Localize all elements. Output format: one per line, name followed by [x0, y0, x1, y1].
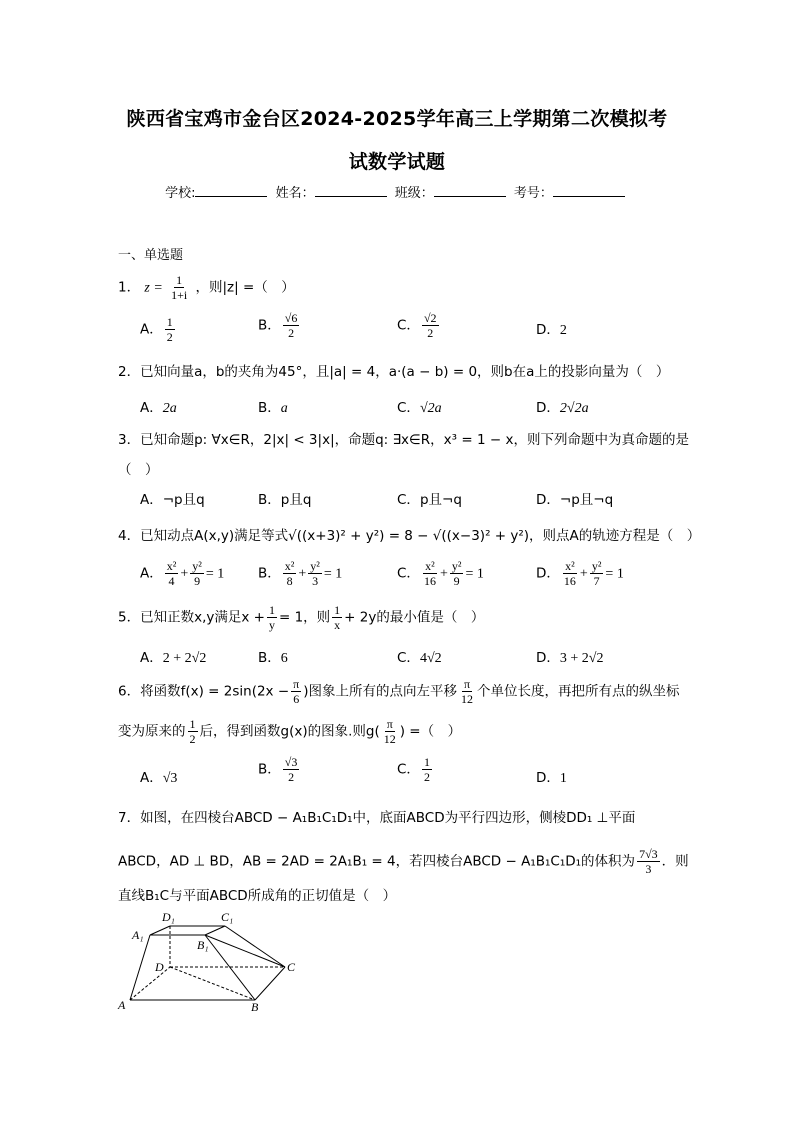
question-stem: + 2y的最小值是（ ） [344, 609, 485, 626]
edge-a1d1 [150, 926, 170, 935]
question-stem: ) =（ ） [399, 723, 462, 740]
school-blank[interactable] [195, 184, 267, 197]
edge-bc [255, 967, 285, 1000]
question-stem: 已知动点A(x,y)满足等式√((x+3)² + y²) = 8 − √((x−3)² + y²)，则点A的轨迹方程是（ ） [140, 528, 701, 544]
edge-aa1 [130, 935, 150, 1000]
page-title-line-2: 试数学试题 [348, 151, 446, 173]
question-stem: 已知向量a，b的夹角为45°，且|a| = 4，a·(a − b) = 0，则b在a上的投影向量为（ ） [140, 364, 670, 380]
question-3 [118, 428, 689, 448]
option-4c[interactable]: C． $\frac{\text{x²}}{16}$ + $\frac{\text{y²}}{9}$ = 1 [397, 559, 484, 588]
label-d1: D₁ [162, 910, 175, 924]
fraction: $\frac{\pi}{12}$ [383, 717, 396, 746]
fraction: $\frac{\pi}{6}$ [293, 677, 300, 706]
question-stem: )图象上所有的点向左平移 [303, 683, 457, 700]
label-a1: A₁ [132, 928, 144, 942]
fraction: $\frac{7√3}{3}$ [639, 847, 658, 876]
question-stem: ，则|z| =（ ） [195, 279, 295, 296]
label-a: A [118, 998, 126, 1012]
option-1d[interactable]: D．2 [536, 322, 567, 338]
edge-ad [130, 967, 170, 1000]
option-3a[interactable]: A．¬p且q [140, 492, 205, 508]
question-3-line-2: （ ） [118, 462, 159, 478]
question-number: 6． [118, 683, 141, 700]
student-info-line [0, 182, 794, 201]
question-stem: 已知命题p: ∀x∈R，2|x| < 3|x|，命题q: ∃x∈R，x³ = 1 − x，则下列命题中为真命题的是 [140, 432, 689, 448]
option-6d[interactable]: D．1 [536, 770, 567, 786]
name-label: 姓名： [275, 186, 315, 201]
question-6-line-2 [118, 718, 461, 745]
question-7-line-3: 直线B₁C与平面ABCD所成角的正切值是（ ） [118, 888, 397, 904]
question-number: 2． [118, 364, 141, 380]
question-stem: ABCD，AD ⊥ BD，AB = 2AD = 2A₁B₁ = 4，若四棱台ABCD − A₁B₁C₁D₁的体积为 [118, 853, 636, 870]
question-stem: 个单位长度，再把所有点的纵坐标 [477, 683, 680, 700]
option-2c[interactable]: C．√2a [397, 400, 442, 416]
option-4d[interactable]: D． $\frac{\text{x²}}{16}$ + $\frac{\text{y²}}{7}$ = 1 [536, 559, 624, 588]
question-number: 5． [118, 609, 141, 626]
math-text: z = [144, 280, 163, 296]
option-4a[interactable]: A． $\frac{\text{x²}}{4}$ + $\frac{\text{y²}}{9}$ = 1 [140, 559, 225, 588]
option-4b[interactable]: B． $\frac{\text{x²}}{8}$ + $\frac{\text{y²}}{3}$ = 1 [258, 559, 343, 588]
option-3d[interactable]: D．¬p且¬q [536, 492, 614, 508]
question-5 [118, 604, 484, 631]
option-1b[interactable]: B． $\frac{√6}{2}$ [258, 311, 298, 340]
option-5c[interactable]: C．4√2 [397, 650, 442, 666]
edge-c1b1 [205, 926, 225, 935]
fraction: $\frac{1}{y}$ [268, 603, 275, 632]
question-2 [118, 360, 669, 380]
option-6a[interactable]: A．√3 [140, 770, 178, 786]
question-stem: 变为原来的 [118, 723, 186, 740]
option-2a[interactable]: A．2a [140, 400, 177, 416]
question-7 [118, 806, 635, 826]
question-1 [118, 274, 295, 301]
question-stem: 已知正数x,y满足x + [140, 609, 265, 626]
option-6b[interactable]: B． $\frac{√3}{2}$ [258, 755, 298, 784]
option-1a[interactable]: A． $\frac{1}{2}$ [140, 315, 173, 344]
exam-no-label: 考号： [513, 186, 553, 201]
option-1c[interactable]: C． $\frac{√2}{2}$ [397, 311, 437, 340]
option-5a[interactable]: A．2 + 2√2 [140, 650, 207, 666]
option-3b[interactable]: B．p且q [258, 492, 312, 508]
question-stem: 后，得到函数g(x)的图象.则g( [199, 723, 380, 740]
option-5d[interactable]: D．3 + 2√2 [536, 650, 604, 666]
question-number: 1． [118, 279, 141, 296]
question-number: 7． [118, 810, 141, 826]
option-2d[interactable]: D．2√2a [536, 400, 589, 416]
option-2b[interactable]: B．a [258, 400, 288, 416]
question-4 [118, 524, 700, 544]
exam-no-blank[interactable] [553, 184, 625, 197]
question-stem: 将函数f(x) = 2sin(2x − [140, 683, 290, 700]
page-title-line-1: 陕西省宝鸡市金台区2024-2025学年高三上学期第二次模拟考 [126, 108, 668, 130]
frustum-diagram [110, 905, 310, 1015]
question-7-line-2 [118, 848, 689, 875]
label-b: B [251, 1000, 259, 1014]
option-3c[interactable]: C．p且¬q [397, 492, 462, 508]
label-b1: B₁ [197, 938, 209, 952]
question-stem: ．则 [661, 853, 689, 870]
label-d: D [155, 960, 164, 974]
question-6 [118, 678, 680, 705]
section-heading: 一、单选题 [118, 248, 184, 263]
fraction: $\frac{1}{2}$ [189, 717, 196, 746]
fraction: $\frac{\pi}{12}$ [461, 677, 473, 706]
question-stem: = 1，则 [278, 609, 331, 626]
label-c1: C₁ [221, 910, 234, 924]
question-number: 3． [118, 432, 141, 448]
option-6c[interactable]: C． $\frac{1}{2}$ [397, 755, 430, 784]
school-label: 学校: [165, 186, 196, 201]
question-number: 4． [118, 528, 141, 544]
label-c: C [287, 960, 296, 974]
fraction: $\frac{1}{x}$ [334, 603, 341, 632]
fraction: $\frac{1}{1+i}$ [171, 273, 188, 302]
class-blank[interactable] [434, 184, 506, 197]
option-5b[interactable]: B．6 [258, 650, 288, 666]
class-label: 班级： [394, 186, 434, 201]
name-blank[interactable] [315, 184, 387, 197]
question-stem: 如图，在四棱台ABCD − A₁B₁C₁D₁中，底面ABCD为平行四边形，侧棱DD₁ ⊥平面 [140, 810, 636, 826]
